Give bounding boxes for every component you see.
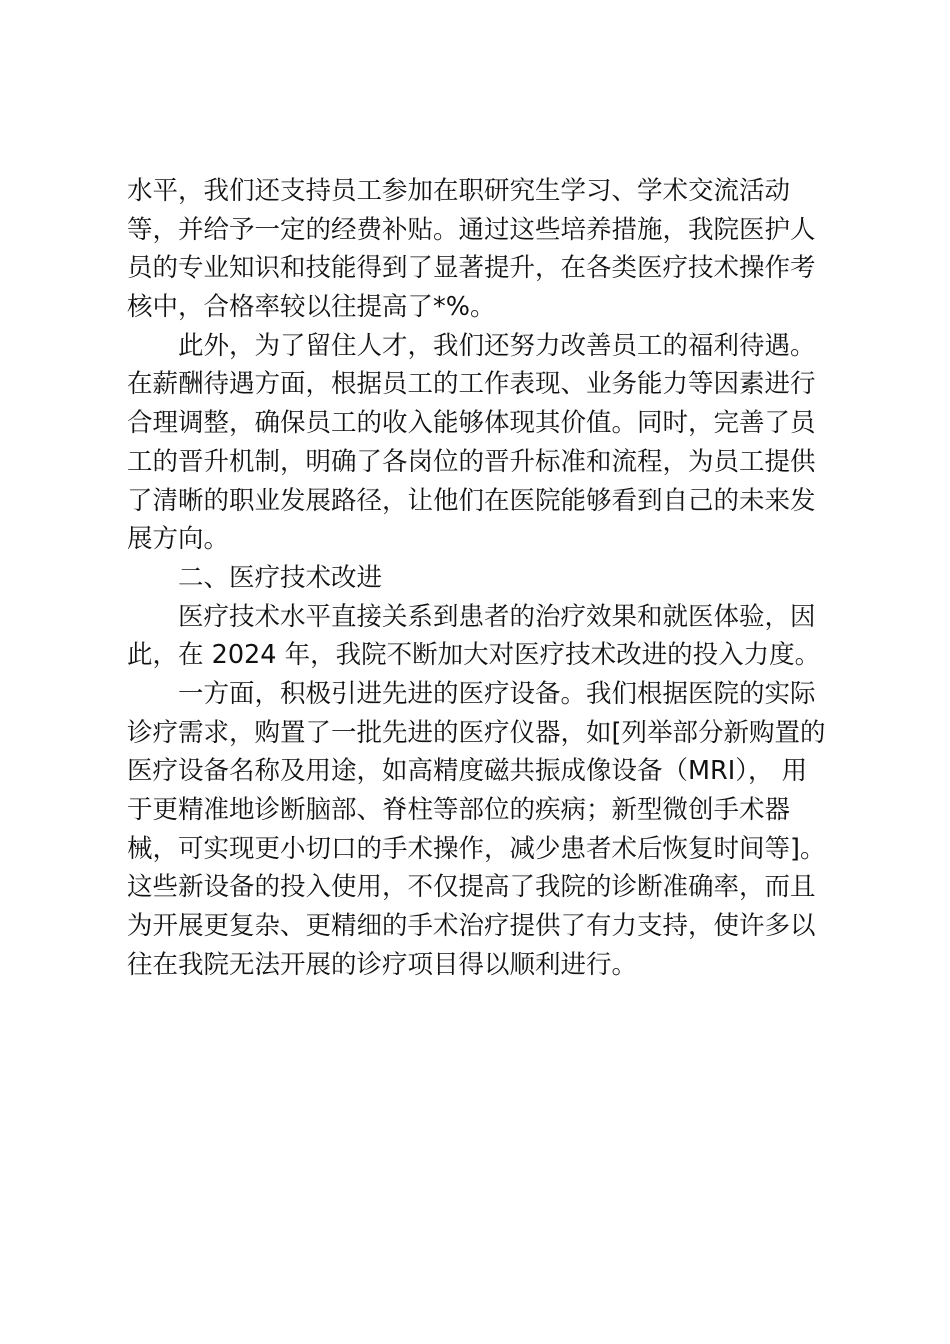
text-line: 医疗设备名称及用途，如高精度磁共振成像设备（MRI）， 用 [127,756,808,787]
section-heading-text: 二、医疗技术改进 [178,562,383,593]
text-line: 在薪酬待遇方面，根据员工的工作表现、业务能力等因素进行 [127,369,816,400]
text-line: 械，可实现更小切口的手术操作，减少患者术后恢复时间等]。 [127,833,826,864]
section-heading [127,559,827,598]
text-line: 于更精准地诊断脑部、脊柱等部位的疾病；新型微创手术器 [127,795,791,825]
text-line: 核中，合格率较以往提高了*%。 [127,292,496,323]
text-line: 展方向。 [127,524,230,555]
text-line: 等，并给予一定的经费补贴。通过这些培养措施，我院医护人 [127,214,816,245]
text-line: 员的专业知识和技能得到了显著提升，在各类医疗技术操作考 [127,253,816,284]
text-line: 合理调整，确保员工的收入能够体现其价值。同时，完善了员 [127,408,816,439]
text-line: 诊疗需求，购置了一批先进的医疗仪器，如[列举部分新购置的 [127,717,826,748]
text-line: 为开展更复杂、更精细的手术治疗提供了有力支持，使许多以 [127,911,816,942]
text-line: 一方面，积极引进先进的医疗设备。我们根据医院的实际 [178,678,816,709]
paragraph-training [127,172,827,327]
paragraph-welfare [127,327,827,559]
document-body [127,172,827,984]
text-line: 此，在 2024 年，我院不断加大对医疗技术改进的投入力度。 [127,640,821,671]
text-line: 了清晰的职业发展路径，让他们在医院能够看到自己的未来发 [127,485,816,516]
text-line: 这些新设备的投入使用，不仅提高了我院的诊断准确率，而且 [127,872,816,903]
text-line: 水平，我们还支持员工参加在职研究生学习、学术交流活动 [127,176,791,206]
text-line: 此外，为了留住人才，我们还努力改善员工的福利待遇。 [178,330,816,361]
text-line: 医疗技术水平直接关系到患者的治疗效果和就医体验，因 [178,601,816,632]
paragraph-tech-intro [127,598,827,675]
paragraph-equipment [127,675,827,985]
text-line: 工的晋升机制，明确了各岗位的晋升标准和流程，为员工提供 [127,446,816,477]
text-line: 往在我院无法开展的诊疗项目得以顺利进行。 [127,949,638,980]
